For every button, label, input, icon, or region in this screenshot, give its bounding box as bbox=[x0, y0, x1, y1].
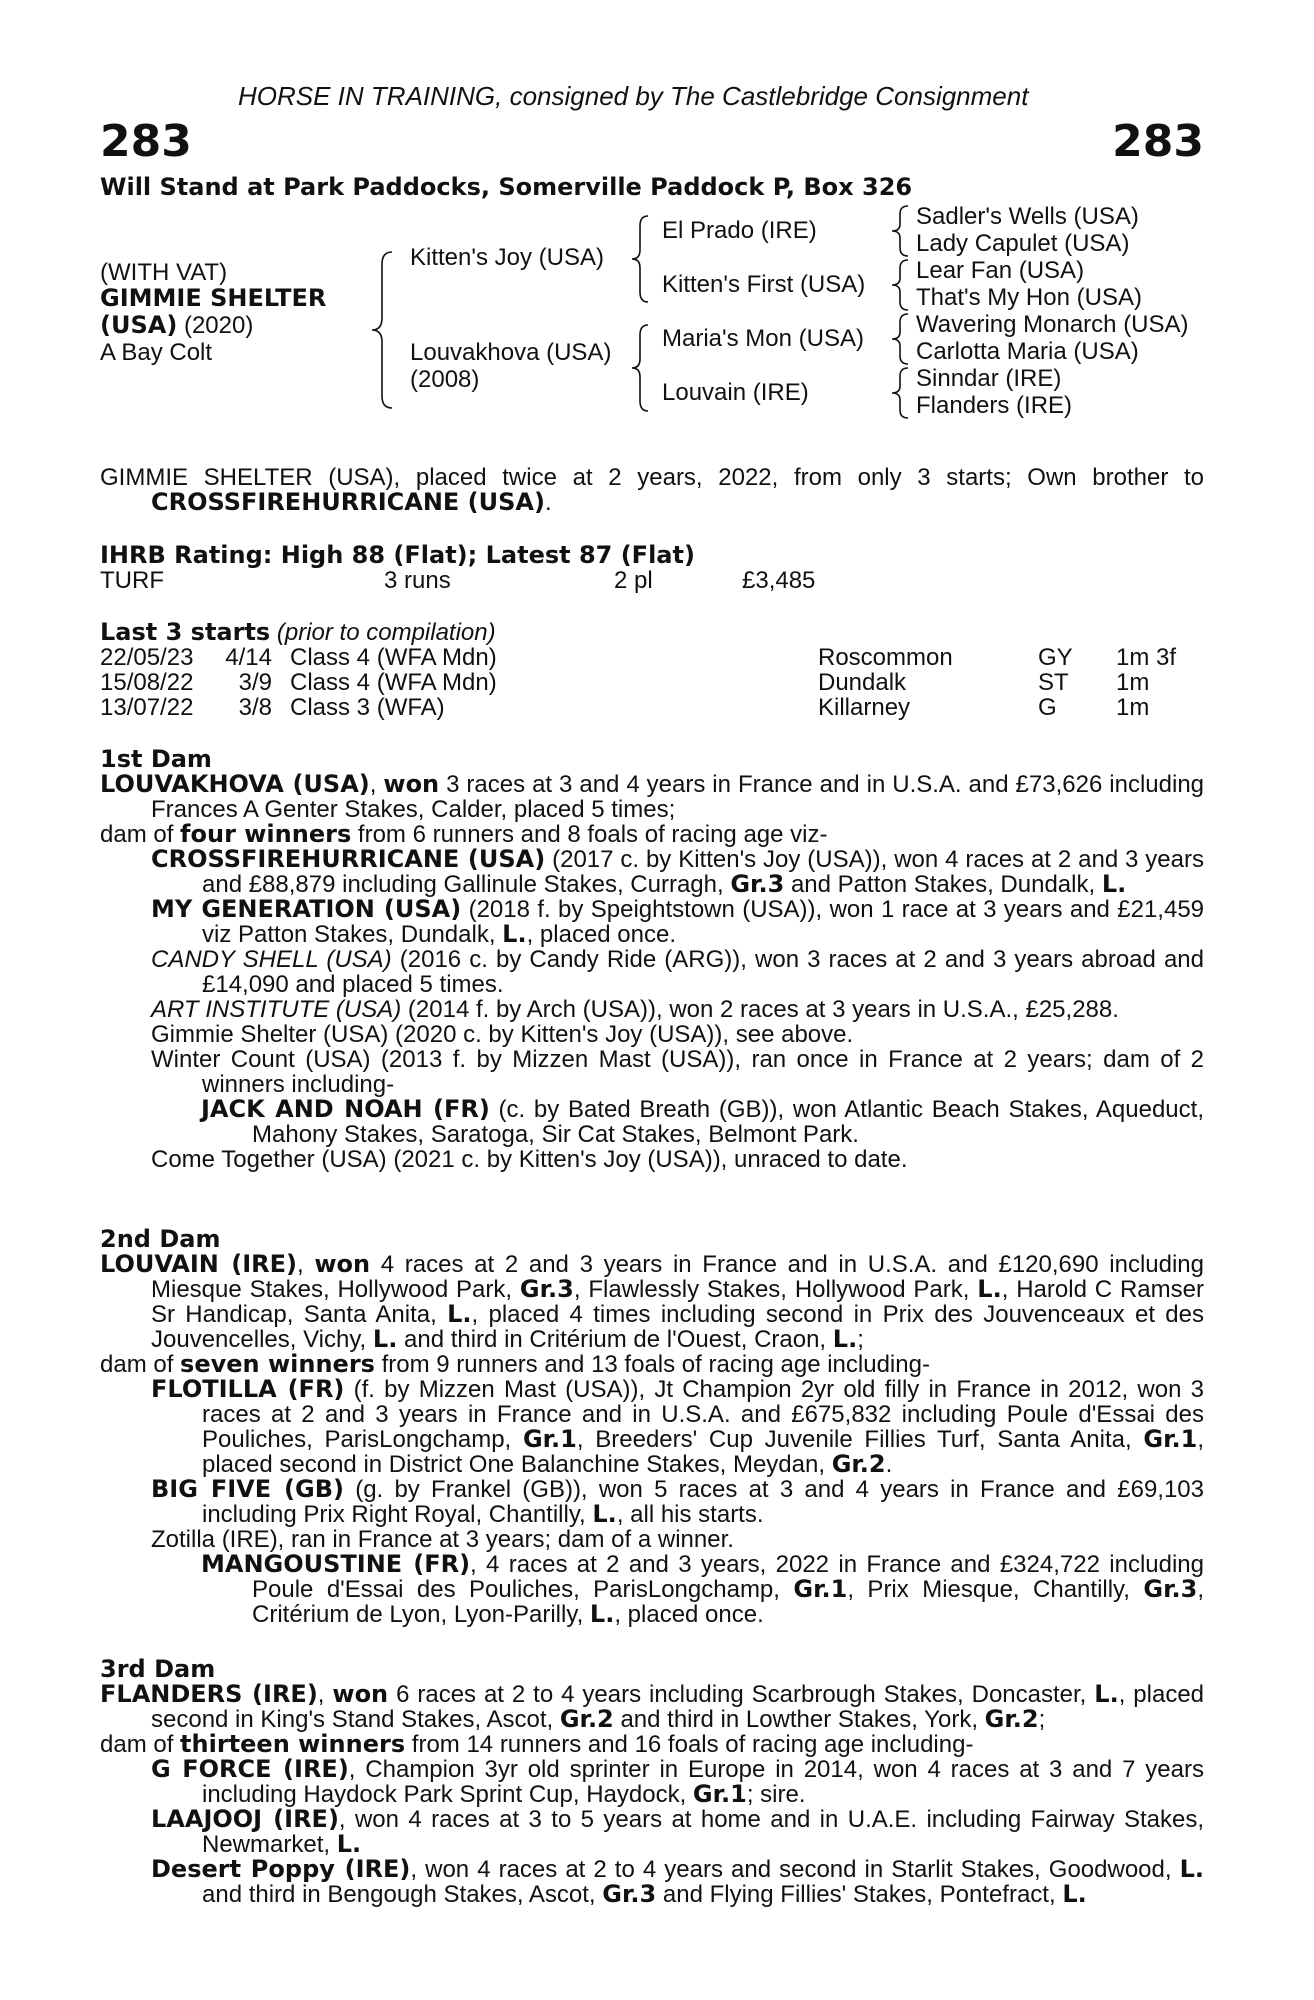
listed-label: L. bbox=[832, 1325, 858, 1353]
horse-name: GIMMIE SHELTER bbox=[100, 284, 327, 312]
produce-text: and third in Bengough Stakes, Ascot, bbox=[202, 1881, 596, 1908]
record-text: , Flawlessly Stakes, Hollywood Park, bbox=[573, 1276, 970, 1303]
grade-label: Gr.3 bbox=[519, 1275, 574, 1303]
start-going: ST bbox=[1038, 669, 1069, 696]
dam-of-label: dam of bbox=[100, 1351, 174, 1378]
lot-number-right: 283 bbox=[1112, 116, 1204, 167]
record-text: and third in Lowther Stakes, York, bbox=[620, 1706, 978, 1733]
pedigree-brace-g3 bbox=[888, 312, 912, 366]
produce-text-2: , placed once. bbox=[526, 921, 677, 948]
grade-label: Gr.2 bbox=[831, 1450, 886, 1478]
start-race: Class 4 (WFA Mdn) bbox=[290, 669, 497, 696]
horse-country-year bbox=[100, 313, 253, 338]
second-dam-name: LOUVAIN (IRE) bbox=[100, 1250, 297, 1278]
third-dam-heading: 3rd Dam bbox=[100, 1655, 216, 1683]
produce-text: , Critérium de Lyon, Lyon-Parilly, bbox=[252, 1576, 1204, 1628]
produce-text: , 4 races at 2 and 3 years, 2022 in France and £324,722 including Poule d'Essai des Pouliches, ParisLongchamp, bbox=[252, 1551, 1204, 1603]
produce-flotilla bbox=[151, 1377, 1204, 1477]
pedigree-brace-dam bbox=[628, 323, 652, 413]
first-dam-text: 3 races at 3 and 4 years in France and in U.S.A. and £73,626 including Frances A Genter Stakes, Calder, placed 5 times; bbox=[151, 771, 1205, 823]
produce-name: MANGOUSTINE (FR) bbox=[201, 1550, 471, 1578]
catalogue-header: HORSE IN TRAINING, consigned by The Castlebridge Consignment bbox=[238, 81, 1029, 111]
pedigree-g4: That's My Hon (USA) bbox=[916, 284, 1142, 311]
listed-label: L. bbox=[1101, 870, 1127, 898]
produce-text: (c. by Bated Breath (GB)), won Atlantic Beach Stakes, Aqueduct, Mahony Stakes, Saratoga, Sir Cat Stakes, Belmont Park. bbox=[252, 1096, 1204, 1148]
pedigree-dam-year: (2008) bbox=[410, 366, 480, 393]
first-dam-section bbox=[100, 747, 1204, 1172]
produce-zotilla: Zotilla (IRE), ran in France at 3 years; dam of a winner. bbox=[151, 1526, 734, 1553]
produce-mangoustine bbox=[201, 1552, 1204, 1627]
produce-text: , Champion 3yr old sprinter in Europe in 2014, won 4 races at 3 and 7 years including Haydock Park Sprint Cup, Haydock, bbox=[202, 1756, 1204, 1808]
pedigree-sire-dam: Kitten's First (USA) bbox=[662, 271, 866, 298]
record-text: , Harold C Ramser Sr Handicap, Santa Anita, bbox=[151, 1276, 1204, 1328]
listed-label: L. bbox=[977, 1275, 1002, 1303]
rating-earnings: £3,485 bbox=[742, 567, 816, 594]
winner-count: four winners bbox=[180, 820, 352, 848]
start-date: 22/05/23 bbox=[100, 644, 194, 671]
pedigree-g3: Lear Fan (USA) bbox=[916, 257, 1085, 284]
third-dam-name: FLANDERS (IRE) bbox=[100, 1680, 318, 1708]
listed-label: L. bbox=[1179, 1855, 1205, 1883]
record-text: and third in Critérium de l'Ouest, Craon, bbox=[404, 1326, 827, 1353]
produce-candy-shell bbox=[151, 947, 1204, 997]
listed-label: L. bbox=[592, 1500, 617, 1528]
produce-text: (g. by Frankel (GB)), won 5 races at 3 and 4 years in France and £69,103 including Prix Right Royal, Chantilly, bbox=[202, 1476, 1205, 1528]
pedigree-g1: Sadler's Wells (USA) bbox=[916, 203, 1139, 230]
start-course: Roscommon bbox=[818, 644, 953, 671]
produce-name: MY GENERATION (USA) bbox=[151, 895, 462, 923]
produce-text: , placed second in District One Balanchine Stakes, Meydan, bbox=[202, 1426, 1205, 1478]
produce-g-force bbox=[151, 1757, 1204, 1807]
pedigree-brace-sire bbox=[628, 214, 652, 304]
produce-crossfirehurricane bbox=[151, 847, 1204, 897]
stand-location: Will Stand at Park Paddocks, Somerville Paddock P, Box 326 bbox=[100, 173, 913, 201]
produce-jack-and-noah bbox=[201, 1097, 1204, 1147]
horse-country: (USA) bbox=[100, 311, 178, 339]
pedigree-dam-sire: Maria's Mon (USA) bbox=[662, 325, 864, 352]
produce-name: CANDY SHELL (USA) bbox=[151, 946, 392, 973]
vat-note: (WITH VAT) bbox=[100, 259, 228, 286]
listed-label: L. bbox=[1062, 1880, 1087, 1908]
dam-of-tail: from 9 runners and 13 foals of racing age including- bbox=[381, 1351, 930, 1378]
horse-year: (2020) bbox=[183, 312, 254, 339]
pedigree-brace-g1 bbox=[888, 204, 912, 258]
produce-text: , Prix Miesque, Chantilly, bbox=[847, 1576, 1130, 1603]
third-dam-section bbox=[100, 1657, 1204, 1907]
start-going: G bbox=[1038, 694, 1057, 721]
start-race: Class 4 (WFA Mdn) bbox=[290, 644, 497, 671]
record-text: 4 races at 2 and 3 years in France and in U.S.A. and £120,690 including Miesque Stakes, Hollywood Park, bbox=[151, 1251, 1204, 1303]
start-distance: 1m bbox=[1116, 694, 1150, 721]
second-dam-heading: 2nd Dam bbox=[100, 1225, 221, 1253]
start-distance: 1m 3f bbox=[1116, 644, 1177, 671]
start-course: Killarney bbox=[818, 694, 911, 721]
record-text: ; bbox=[1038, 1706, 1046, 1733]
produce-gimmie-shelter: Gimmie Shelter (USA) (2020 c. by Kitten's Joy (USA)), see above. bbox=[151, 1021, 854, 1048]
listed-label: L. bbox=[447, 1300, 472, 1328]
pedigree-dam-dam: Louvain (IRE) bbox=[662, 379, 809, 406]
last-starts-note: (prior to compilation) bbox=[276, 619, 496, 646]
pedigree-brace-main bbox=[366, 250, 396, 410]
produce-laajooj bbox=[151, 1807, 1204, 1857]
rating-surface: TURF bbox=[100, 567, 164, 594]
pedigree-g6: Carlotta Maria (USA) bbox=[916, 338, 1139, 365]
produce-come-together: Come Together (USA) (2021 c. by Kitten's Joy (USA)), unraced to date. bbox=[151, 1146, 908, 1173]
start-distance: 1m bbox=[1116, 669, 1150, 696]
produce-my-generation bbox=[151, 897, 1204, 947]
grade-label: Gr.3 bbox=[602, 1880, 657, 1908]
start-position: 4/14 bbox=[225, 644, 272, 671]
produce-name: FLOTILLA (FR) bbox=[151, 1375, 345, 1403]
produce-winter-count: Winter Count (USA) (2013 f. by Mizzen Mast (USA)), ran once in France at 2 years; dam of 2 winners including- bbox=[151, 1046, 1204, 1098]
third-dam-record: FLANDERS (IRE), won 6 races at 2 to 4 years including Scarbrough Stakes, Doncaster, L., placed second in King's Stand Stakes, Ascot, Gr.2 and third in Lowther Stakes, York, Gr.2; bbox=[100, 1680, 1205, 1733]
grade-label: Gr.1 bbox=[522, 1425, 577, 1453]
second-dam-produce-summary bbox=[100, 1352, 1204, 1377]
pedigree-g5: Wavering Monarch (USA) bbox=[916, 311, 1189, 338]
listed-label: L. bbox=[589, 1600, 615, 1628]
dam-of-label: dam of bbox=[100, 1731, 174, 1758]
won-label: won bbox=[314, 1250, 371, 1278]
pedigree-g8: Flanders (IRE) bbox=[916, 392, 1073, 419]
grade-label: Gr.1 bbox=[692, 1780, 747, 1808]
record-text: , placed 4 times including second in Prix des Jouvenceaux et des Jouvencelles, Vichy, bbox=[151, 1301, 1204, 1353]
first-dam-produce-summary bbox=[100, 822, 1204, 847]
record-text: 6 races at 2 to 4 years including Scarbrough Stakes, Doncaster, bbox=[396, 1681, 1087, 1708]
produce-text: , all his starts. bbox=[616, 1501, 764, 1528]
produce-name: Desert Poppy (IRE) bbox=[151, 1855, 411, 1883]
lot-number-left: 283 bbox=[100, 116, 192, 167]
won-label: won bbox=[383, 770, 440, 798]
pedigree-sire: Kitten's Joy (USA) bbox=[410, 244, 604, 271]
produce-text: , won 4 races at 3 to 5 years at home and in U.A.E. including Fairway Stakes, Newmarket, bbox=[202, 1806, 1205, 1858]
produce-text: (2017 c. by Kitten's Joy (USA)), won 4 races at 2 and 3 years and £88,879 including Gallinule Stakes, Curragh, bbox=[202, 846, 1204, 898]
horse-description: A Bay Colt bbox=[100, 339, 213, 366]
summary-brother: CROSSFIREHURRICANE (USA) bbox=[151, 488, 545, 516]
produce-big-five bbox=[151, 1477, 1204, 1527]
produce-text: , won 4 races at 2 to 4 years and second in Starlit Stakes, Goodwood, bbox=[410, 1856, 1172, 1883]
produce-name: JACK AND NOAH (FR) bbox=[201, 1095, 490, 1123]
grade-label: Gr.3 bbox=[1143, 1575, 1198, 1603]
start-course: Dundalk bbox=[818, 669, 907, 696]
listed-label: L. bbox=[502, 920, 527, 948]
grade-label: Gr.2 bbox=[984, 1705, 1039, 1733]
grade-label: Gr.1 bbox=[1143, 1425, 1198, 1453]
rating-title: IHRB Rating: High 88 (Flat); Latest 87 (Flat) bbox=[100, 541, 695, 569]
produce-text: . bbox=[885, 1451, 893, 1478]
summary-paragraph bbox=[100, 465, 1204, 515]
pedigree-brace-g4 bbox=[888, 366, 912, 420]
second-dam-record: LOUVAIN (IRE), won 4 races at 2 and 3 years in France and in U.S.A. and £120,690 including Miesque Stakes, Hollywood Park, Gr.3, Flawlessly Stakes, Hollywood Park, L., Harold C Ramser Sr Handicap, Santa Anita, L., placed 4 times including second in Prix des Jouvenceaux et des Jouvencelles, Vichy, L. and third in Critérium de l'Ouest, Craon, L.; bbox=[100, 1250, 1204, 1353]
dam-of-tail: from 6 runners and 8 foals of racing age viz- bbox=[357, 821, 828, 848]
produce-art-institute bbox=[151, 997, 1204, 1022]
grade-label: Gr.3 bbox=[730, 870, 785, 898]
start-going: GY bbox=[1038, 644, 1073, 671]
produce-name: CROSSFIREHURRICANE (USA) bbox=[151, 845, 546, 873]
record-text: , placed second in King's Stand Stakes, Ascot, bbox=[151, 1681, 1205, 1733]
produce-name: ART INSTITUTE (USA) bbox=[151, 996, 402, 1023]
record-text: ; bbox=[857, 1326, 864, 1353]
produce-text: (2014 f. by Arch (USA)), won 2 races at 3 years in U.S.A., £25,288. bbox=[407, 996, 1119, 1023]
pedigree-g2: Lady Capulet (USA) bbox=[916, 230, 1130, 257]
summary-text: GIMMIE SHELTER (USA), placed twice at 2 years, 2022, from only 3 starts; Own brother to bbox=[100, 464, 1204, 491]
produce-name: BIG FIVE (GB) bbox=[151, 1475, 344, 1503]
produce-desert-poppy bbox=[151, 1857, 1204, 1907]
start-position: 3/8 bbox=[238, 694, 272, 721]
second-dam-section bbox=[100, 1227, 1204, 1627]
won-label: won bbox=[332, 1680, 389, 1708]
produce-text-2: and Patton Stakes, Dundalk, bbox=[790, 871, 1096, 898]
start-position: 3/9 bbox=[238, 669, 272, 696]
pedigree-sire-sire: El Prado (IRE) bbox=[662, 217, 817, 244]
produce-name: LAAJOOJ (IRE) bbox=[151, 1805, 339, 1833]
grade-label: Gr.1 bbox=[793, 1575, 848, 1603]
start-race: Class 3 (WFA) bbox=[290, 694, 445, 721]
produce-text: (2018 f. by Speightstown (USA)), won 1 race at 3 years and £21,459 viz Patton Stakes, Dundalk, bbox=[202, 896, 1205, 948]
summary-end: . bbox=[544, 489, 552, 516]
first-dam-record: LOUVAKHOVA (USA), won 3 races at 3 and 4 years in France and in U.S.A. and £73,626 including Frances A Genter Stakes, Calder, placed 5 times; bbox=[100, 770, 1205, 823]
produce-text: (2016 c. by Candy Ride (ARG)), won 3 races at 2 and 3 years abroad and £14,090 and placed 5 times. bbox=[202, 946, 1204, 998]
listed-label: L. bbox=[1094, 1680, 1119, 1708]
winner-count: thirteen winners bbox=[180, 1730, 406, 1758]
grade-label: Gr.2 bbox=[559, 1705, 614, 1733]
last-starts-heading bbox=[100, 620, 496, 645]
rating-runs: 3 runs bbox=[384, 567, 451, 594]
pedigree-brace-g2 bbox=[888, 258, 912, 312]
winner-count: seven winners bbox=[180, 1350, 375, 1378]
dam-of-tail: from 14 runners and 16 foals of racing age including- bbox=[411, 1731, 974, 1758]
listed-label: L. bbox=[372, 1325, 398, 1353]
rating-placings: 2 pl bbox=[614, 567, 653, 594]
last-starts-title: Last 3 starts bbox=[100, 618, 271, 646]
pedigree-dam: Louvakhova (USA) bbox=[410, 339, 612, 366]
produce-text: and Flying Fillies' Stakes, Pontefract, bbox=[662, 1881, 1056, 1908]
produce-text: ; sire. bbox=[746, 1781, 806, 1808]
produce-text: , Breeders' Cup Juvenile Fillies Turf, Santa Anita, bbox=[576, 1426, 1132, 1453]
dam-of-label: dam of bbox=[100, 821, 174, 848]
first-dam-heading: 1st Dam bbox=[100, 745, 212, 773]
produce-name: G FORCE (IRE) bbox=[151, 1755, 349, 1783]
third-dam-produce-summary bbox=[100, 1732, 1204, 1757]
start-date: 15/08/22 bbox=[100, 669, 194, 696]
produce-text: , placed once. bbox=[614, 1601, 764, 1628]
listed-label: L. bbox=[336, 1830, 362, 1858]
start-date: 13/07/22 bbox=[100, 694, 194, 721]
first-dam-name: LOUVAKHOVA (USA) bbox=[100, 770, 370, 798]
produce-text: (f. by Mizzen Mast (USA)), Jt Champion 2yr old filly in France in 2012, won 3 races at 2 and 3 years in France and in U.S.A. and £675,832 including Poule d'Essai des Pouliches, ParisLongchamp, bbox=[202, 1376, 1205, 1453]
pedigree-g7: Sinndar (IRE) bbox=[916, 365, 1062, 392]
